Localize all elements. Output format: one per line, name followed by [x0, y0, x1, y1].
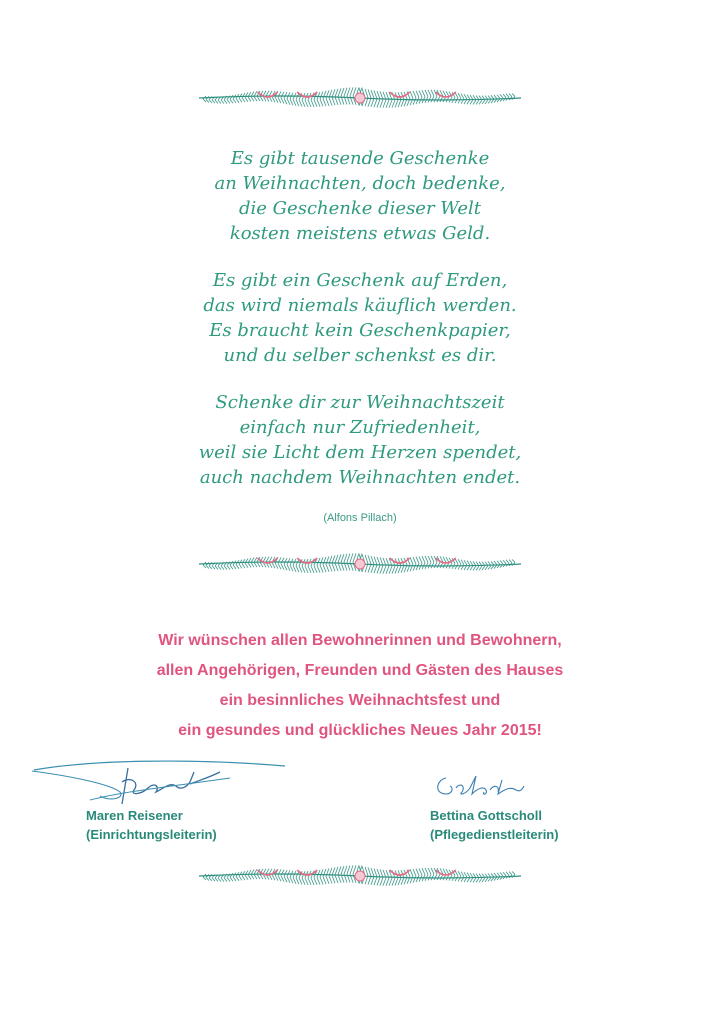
poem-line: das wird niemals käuflich werden. — [203, 295, 517, 316]
poem-line: weil sie Licht dem Herzen spendet, — [198, 442, 522, 463]
greeting-line: ein besinnliches Weihnachtsfest und — [219, 692, 501, 709]
poem-stanza-2 — [0, 268, 720, 368]
signer-role: (Einrichtungsleiterin) — [86, 827, 217, 842]
signer-name: Maren Reisener — [86, 808, 183, 823]
poem-line: auch nachdem Weihnachten endet. — [199, 467, 521, 488]
poem-line: die Geschenke dieser Welt — [239, 198, 481, 219]
poem-stanza-3 — [0, 390, 720, 490]
poem-line: und du selber schenkst es dir. — [223, 345, 497, 366]
poem-line: Es gibt ein Geschenk auf Erden, — [212, 270, 508, 291]
poem-line: Es gibt tausende Geschenke — [230, 148, 490, 169]
garland-top — [0, 78, 720, 118]
poem-line: an Weihnachten, doch bedenke, — [214, 173, 506, 194]
greeting-line: Wir wünschen allen Bewohnerinnen und Bewohnern, — [158, 632, 562, 649]
greeting-line: ein gesundes und glückliches Neues Jahr 2015! — [178, 722, 542, 739]
poem-attribution: (Alfons Pillach) — [323, 512, 397, 524]
garland-bottom — [0, 856, 720, 896]
greeting-line: allen Angehörigen, Freunden und Gästen des Hauses — [156, 662, 564, 679]
signature-block-left — [86, 806, 217, 844]
signer-name: Bettina Gottscholl — [430, 808, 542, 823]
signature-right — [432, 770, 542, 802]
signer-role: (Pflegedienstleiterin) — [430, 827, 559, 842]
pine-garland-graphic — [195, 544, 525, 584]
poem-line: einfach nur Zufriedenheit, — [239, 417, 481, 438]
pine-garland-graphic — [195, 78, 525, 118]
greeting — [0, 626, 720, 746]
poem — [0, 146, 720, 512]
garland-middle — [0, 544, 720, 584]
signature-block-right — [430, 806, 559, 844]
pine-garland-graphic — [195, 856, 525, 896]
poem-line: Schenke dir zur Weihnachtszeit — [215, 392, 505, 413]
poem-line: Es braucht kein Geschenkpapier, — [209, 320, 511, 341]
poem-stanza-1 — [0, 146, 720, 246]
signature-left — [30, 752, 290, 812]
poem-line: kosten meistens etwas Geld. — [229, 223, 491, 244]
